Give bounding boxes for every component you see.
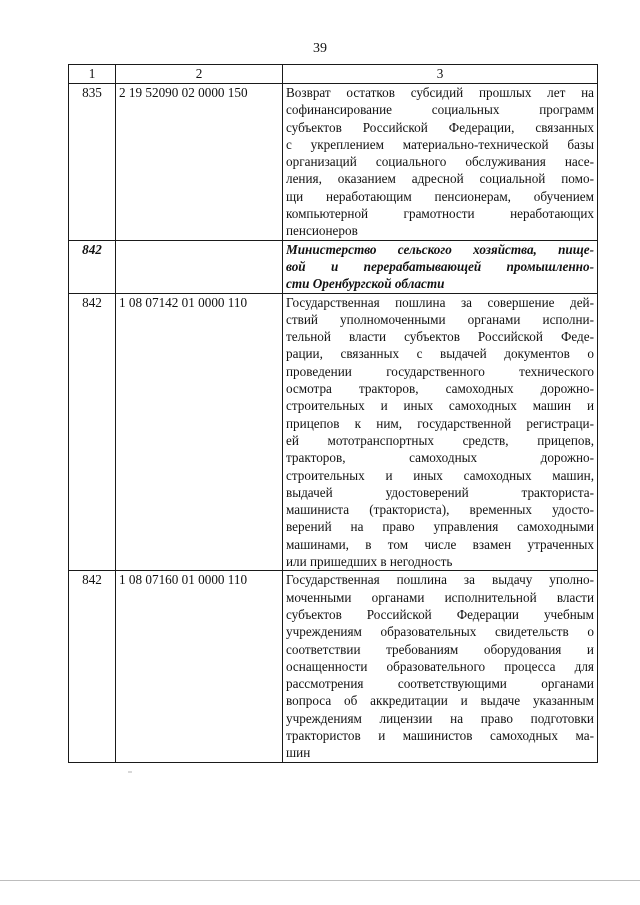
description-line: машинами, в том числе взамен утраченных xyxy=(286,536,594,552)
budget-code-table xyxy=(68,64,598,763)
description-line: Государственная пошлина за выдачу уполно- xyxy=(286,572,594,588)
description-line: Министерство сельского хозяйства, пище- xyxy=(286,241,594,257)
description-line: учреждениям лицензии на право подготовки xyxy=(286,710,594,726)
description-line: ления, оказанием адресной социальной помо- xyxy=(286,171,594,187)
description-line: организаций социального обслуживания насе- xyxy=(286,154,594,170)
description-line: трактористов и машинистов самоходных ма- xyxy=(286,727,594,743)
table-row-ministry xyxy=(69,240,598,293)
description-line: щи неработающим пенсионерам, обучением xyxy=(286,188,594,204)
description-line: строительных и иных самоходных машин и xyxy=(286,398,594,414)
description-line: верений на право управления самоходными xyxy=(286,519,594,535)
description-line: шин xyxy=(286,745,311,761)
description-cell xyxy=(283,84,598,241)
description-cell xyxy=(283,293,598,571)
admin-code-cell: 842 xyxy=(69,240,116,293)
description-line: ствий уполномоченными органами исполни- xyxy=(286,311,594,327)
description-line: оснащенности образовательного процесса для xyxy=(286,658,594,674)
description-line: сти Оренбургской области xyxy=(286,276,445,292)
table-row xyxy=(69,293,598,571)
scan-speck xyxy=(128,771,132,773)
description-line: вой и перерабатывающей промышленно- xyxy=(286,258,594,274)
description-line: субъектов Российской Федерации учебным xyxy=(286,606,594,622)
column-header-2: 2 xyxy=(116,65,283,84)
description-line: Возврат остатков субсидий прошлых лет на xyxy=(286,85,594,100)
description-line: прицепов к ним, государственной регистраци- xyxy=(286,415,594,431)
description-line: ей мототранспортных средств, прицепов, xyxy=(286,432,594,448)
description-line: проведении государственного технического xyxy=(286,363,594,379)
description-line: Государственная пошлина за совершение дей- xyxy=(286,294,594,310)
budget-code-cell: 1 08 07142 01 0000 110 xyxy=(116,293,283,571)
scan-edge-line xyxy=(0,880,640,881)
budget-code-cell: 1 08 07160 01 0000 110 xyxy=(116,571,283,762)
description-line: субъектов Российской Федерации, связанных xyxy=(286,119,594,135)
description-line: софинансирование социальных программ xyxy=(286,102,594,118)
description-line: машиниста (тракториста), временных удосто- xyxy=(286,502,594,518)
description-line: осмотра тракторов, самоходных дорожно- xyxy=(286,381,594,397)
description-line: строительных и иных самоходных машин, xyxy=(286,467,594,483)
description-line: или пришедших в негодность xyxy=(286,554,453,570)
description-line: компьютерной грамотности неработающих xyxy=(286,206,594,222)
description-line: рации, связанных с выдачей документов о xyxy=(286,346,594,362)
column-header-3: 3 xyxy=(283,65,598,84)
page-number: 39 xyxy=(313,41,327,56)
description-line: вопроса об аккредитации и выдаче указанным xyxy=(286,693,594,709)
description-line: соответствии требованиям оборудования и xyxy=(286,641,594,657)
description-line: выдачей удостоверений тракториста- xyxy=(286,484,594,500)
description-line: рассмотрения соответствующими органами xyxy=(286,676,594,692)
table-header-row xyxy=(69,65,598,84)
budget-code-cell xyxy=(116,240,283,293)
description-line: учреждениям образовательных свидетельств о xyxy=(286,624,594,640)
description-line: пенсионеров xyxy=(286,223,358,239)
table-row xyxy=(69,84,598,241)
description-line: тельной власти субъектов Российской Феде- xyxy=(286,329,594,345)
ministry-name-cell xyxy=(283,240,598,293)
column-header-1: 1 xyxy=(69,65,116,84)
table-row xyxy=(69,571,598,762)
admin-code-cell: 842 xyxy=(69,293,116,571)
description-line: моченными органами исполнительной власти xyxy=(286,589,594,605)
description-line: тракторов, самоходных дорожно- xyxy=(286,450,594,466)
admin-code-cell: 842 xyxy=(69,571,116,762)
admin-code-cell: 835 xyxy=(69,84,116,241)
budget-code-cell: 2 19 52090 02 0000 150 xyxy=(116,84,283,241)
description-line: с укреплением материально-технической базы xyxy=(286,136,594,152)
description-cell xyxy=(283,571,598,762)
